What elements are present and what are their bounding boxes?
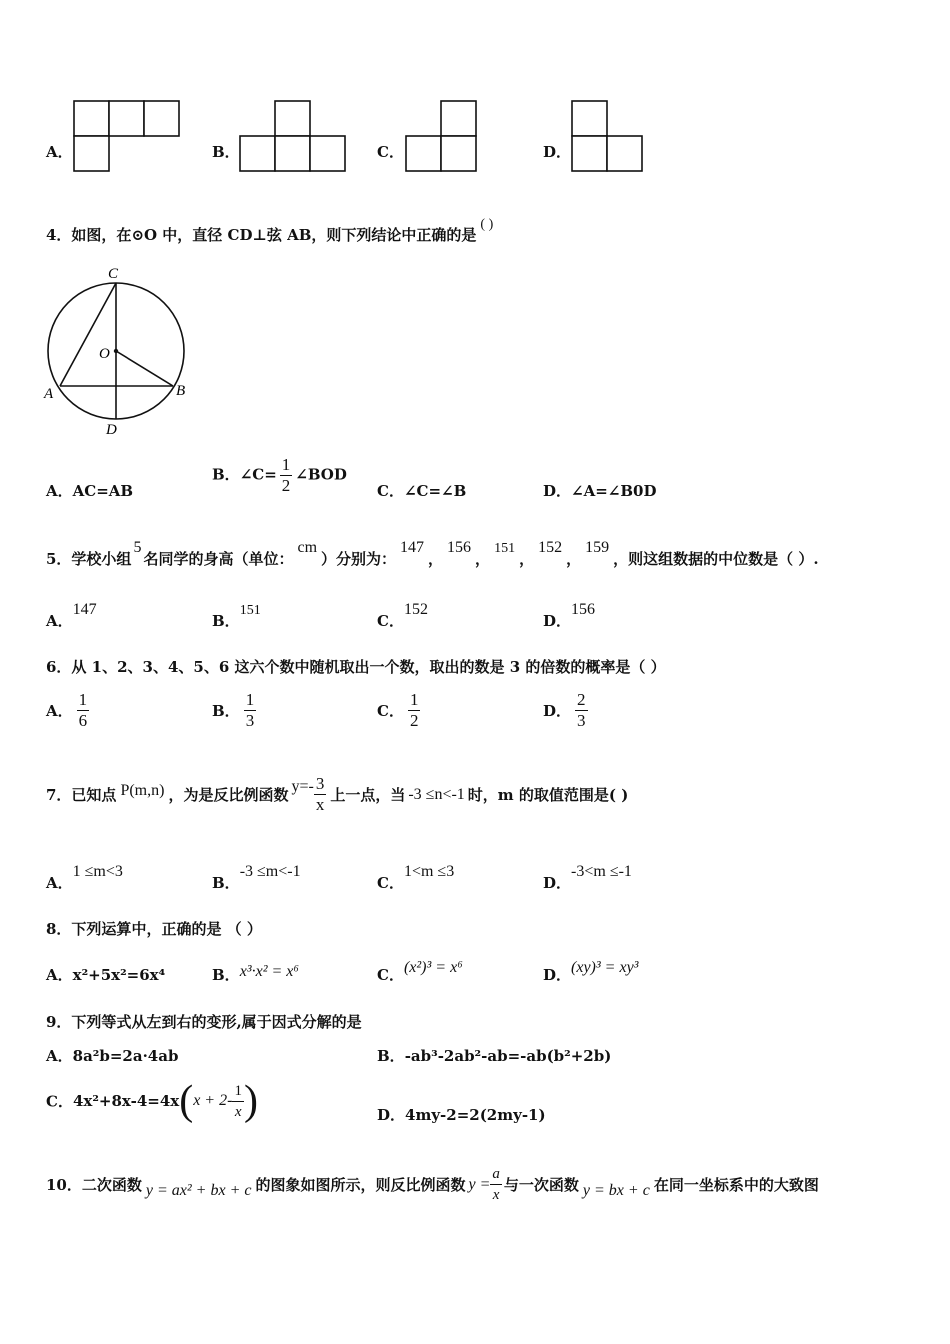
q3-option-d: D． (543, 143, 572, 161)
q4-option-b: B．∠C= $\frac{1}{2}$ ∠BOD (212, 455, 347, 495)
q5-option-b: B．151 (212, 603, 261, 630)
q3-option-c: C． (377, 143, 404, 161)
label-d: D (106, 422, 117, 438)
label-o: O (99, 346, 110, 362)
q7-option-d: D．-3<m ≤-1 (543, 863, 632, 892)
q6-option-d: D． $\frac{2}{3}$ (543, 690, 586, 730)
q3-figure-d (570, 99, 646, 175)
q5-stem: 5．学校小组5名同学的身高（单位：cm）分别为：147，156，151，152，159，则这组数据的中位数是（ ）. (46, 539, 819, 568)
q3-figure-b (238, 99, 350, 175)
q6-option-b: B． $\frac{1}{3}$ (212, 690, 255, 730)
q3-option-a: A． (46, 143, 73, 161)
q9-option-a: A．8a²b=2a·4ab (46, 1047, 179, 1065)
q5-option-a: A．147 (46, 601, 97, 630)
q9-stem: 9．下列等式从左到右的变形,属于因式分解的是 (46, 1013, 362, 1031)
q6-stem: 6．从 1、2、3、4、5、6 这六个数中随机取出一个数，取出的数是 3 的倍数的概率是（ ） (46, 658, 666, 676)
q7-stem: 7．已知点 P(m,n) ，为是反比例函数 y=- $\frac{3}{x}$ 上一点，当 -3 ≤n<-1 时，m 的取值范围是( ) (46, 774, 629, 814)
q9-option-d: D．4my-2=2(2my-1) (377, 1106, 546, 1124)
q7-option-b: B．-3 ≤m<-1 (212, 863, 301, 892)
q4-option-a: A．AC=AB (46, 482, 134, 500)
q3-figure-c (404, 99, 480, 175)
q6-option-a: A． $\frac{1}{6}$ (46, 690, 88, 730)
label-b: B (176, 383, 186, 399)
label-a: A (44, 386, 54, 402)
q7-option-a: A．1 ≤m<3 (46, 863, 123, 892)
q4-option-d: D．∠A=∠B0D (543, 482, 657, 500)
q9-option-c: C．4x²+8x-4=4x(x + 2- $\frac{1}{x}$ ) (46, 1078, 258, 1124)
q8-option-c: C．(x²)³ = x⁶ (377, 959, 463, 984)
q10-stem: 10．二次函数 y = ax² + bx + c 的图象如图所示，则反比例函数 y = $\frac{a}{x}$ 与一次函数 y = bx + c 在同一坐标系中的大致图 (46, 1166, 819, 1203)
q7-option-c: C．1<m ≤3 (377, 863, 455, 892)
q9-option-b: B．-ab³-2ab²-ab=-ab(b²+2b) (377, 1047, 612, 1065)
q8-option-d: D．(xy)³ = xy³ (543, 959, 639, 984)
label-c: C (108, 266, 119, 282)
q4-circle-figure (40, 262, 200, 438)
q6-option-c: C． $\frac{1}{2}$ (377, 690, 419, 730)
q8-stem: 8．下列运算中，正确的是 （ ） (46, 920, 262, 938)
q3-figure-a (72, 99, 184, 175)
q8-option-a: A．x²+5x²=6x⁴ (46, 966, 166, 984)
q5-option-d: D．156 (543, 601, 596, 630)
q8-option-b: B．x³·x² = x⁶ (212, 963, 299, 984)
q4-option-c: C．∠C=∠B (377, 482, 467, 500)
q3-option-b: B． (212, 143, 240, 161)
q5-option-c: C．152 (377, 601, 428, 630)
q4-stem: 4．如图，在⊙O 中，直径 CD⊥弦 AB，则下列结论中正确的是( ) (46, 217, 494, 244)
